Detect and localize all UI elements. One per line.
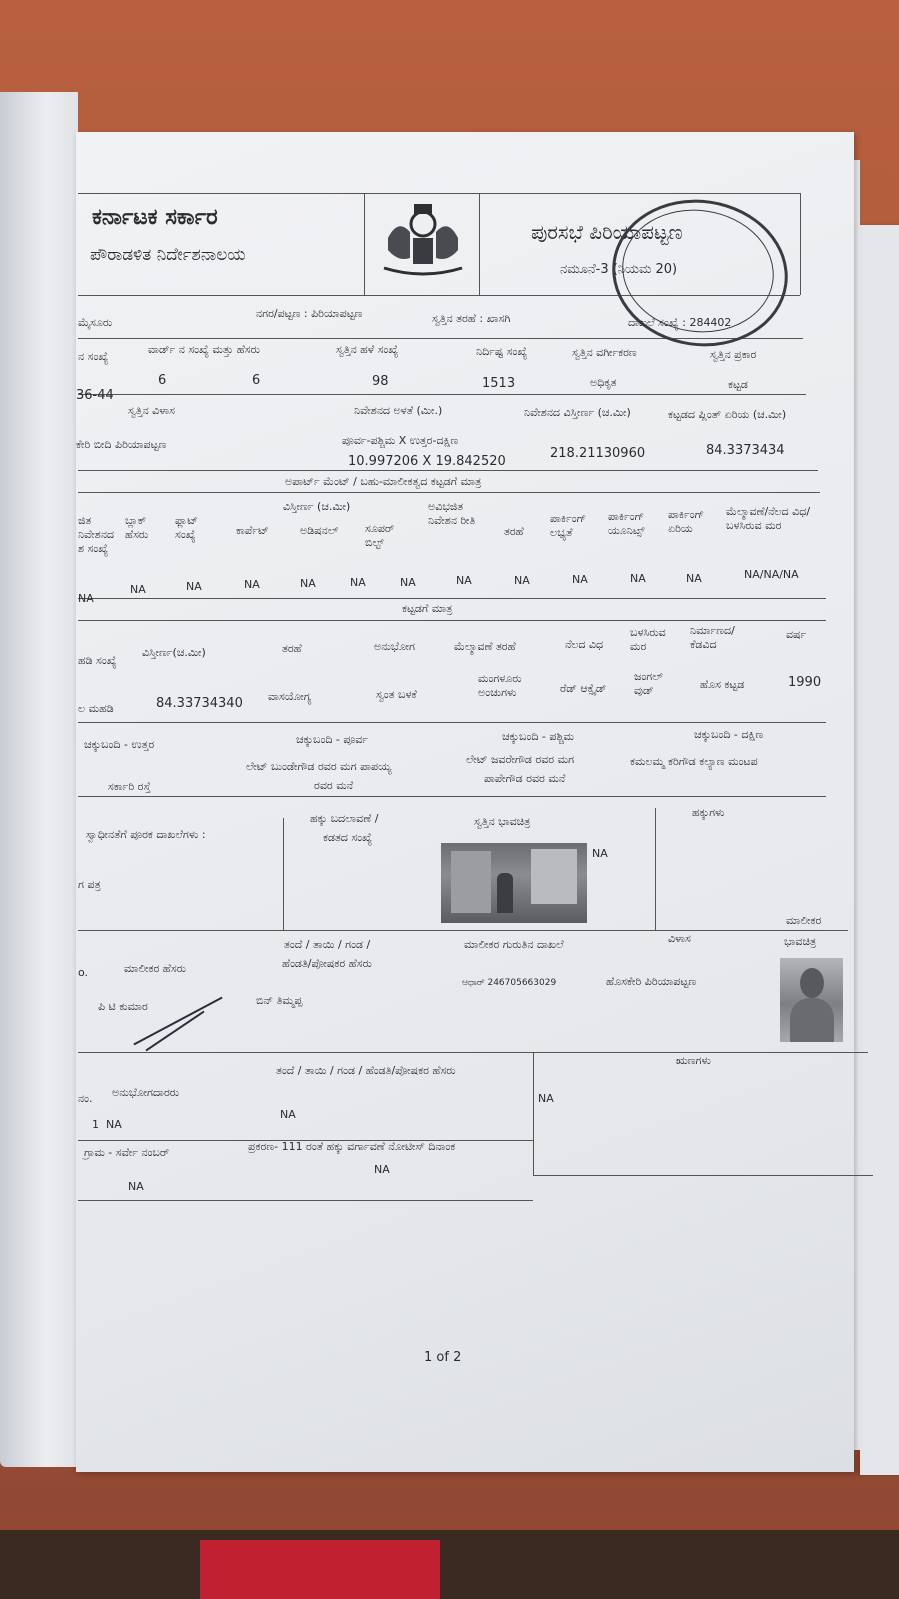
relation-label-1: ತಂದೆ / ತಾಯಿ / ಗಂಡ /	[284, 938, 371, 951]
owner-id: ಆಧಾರ್ 246705663029	[462, 978, 557, 988]
east-boundary-1: ಲೇಟ್ ಬುಂಡೇಗೌಡ ರವರ ಮಗ ಪಾಪಯ್ಯ	[246, 760, 392, 773]
docs-label: ಸ್ವಾಧೀನತೆಗೆ ಪೂರಕ ದಾಖಲೆಗಳು :	[86, 828, 206, 841]
owner-address: ಹೊಸಕೇರಿ ಪಿರಿಯಾಪಟ್ಟಣ	[606, 975, 697, 988]
photo-label: ಸ್ವತ್ತಿನ ಭಾವಚಿತ್ರ	[474, 815, 531, 828]
cell-value: NA	[244, 578, 260, 591]
occupant-relation: NA	[280, 1108, 296, 1121]
address-label: ಸ್ವತ್ತಿನ ವಿಳಾಸ	[128, 404, 175, 417]
property-address: ಕೇರಿ ಬೀದಿ ಪಿರಿಯಾಪಟ್ಟಣ	[76, 438, 167, 451]
town: ನಗರ/ಪಟ್ಟಣ : ಪಿರಿಯಾಪಟ್ಟಣ	[256, 307, 363, 320]
col-header: ಬಳಸಿರುವ ಮರ	[630, 626, 666, 653]
relation-label-2: ಹೆಂಡತಿ/ಪೋಷಕರ ಹೆಸರು	[282, 957, 372, 970]
state-emblem-icon	[378, 198, 468, 280]
letter-label: ಗ ಪತ್ರ	[78, 878, 101, 891]
col-header: ತರಹೆ	[282, 642, 302, 655]
cell-value: ಕಟ್ಟಡ	[728, 378, 748, 391]
col-header: ಅಡಿಷನಲ್	[300, 524, 339, 537]
apartment-title: ಅಪಾರ್ಟ್ ಮೆಂಟ್ / ಬಹು-ಮಾಲೀಕತ್ವದ ಕಟ್ಟಡಗೆ ಮಾತ್ರ	[285, 475, 482, 488]
rule	[479, 193, 480, 295]
cell-value: NA	[130, 583, 146, 596]
dims-value: 10.997206 X 19.842520	[348, 454, 506, 469]
south-label: ಚಕ್ಕುಬಂದಿ - ದಕ್ಷಿಣ	[694, 728, 764, 741]
cell-value: NA	[300, 577, 316, 590]
municipality-title: ಪುರಸಭೆ ಪಿರಿಯಾಪಟ್ಟಣ	[531, 220, 683, 244]
col-header: ನೆಲದ ವಿಧ	[565, 638, 604, 651]
occupant-row-no: 1	[92, 1118, 99, 1131]
west-label: ಚಕ್ಕುಬಂದಿ - ಪಶ್ಚಿಮ	[502, 730, 575, 743]
cell-value: NA	[572, 573, 588, 586]
liabilities-value: NA	[538, 1092, 554, 1105]
cell-value: 84.33734340	[156, 696, 243, 711]
building-title: ಕಟ್ಟಡಗೆ ಮಾತ್ರ	[402, 602, 453, 615]
col-header: ಸ್ವತ್ತಿನ ಹಳೆ ಸಂಖ್ಯೆ	[336, 343, 399, 356]
cell-value: NA	[514, 574, 530, 587]
col-header: ನಿರ್ದಿಷ್ಟ ಸಂಖ್ಯೆ	[476, 345, 528, 358]
rule	[78, 492, 820, 493]
rule	[533, 1175, 873, 1176]
south-boundary: ಕಮಲಮ್ಮ ಕರಿಗೌಡ ಕಲ್ಯಾಣ ಮಂಟಪ	[630, 755, 758, 768]
owner-relation: ಬಿನ್ ತಿಮ್ಮಪ್ಪ	[256, 994, 303, 1007]
north-boundary: ಸರ್ಕಾರಿ ರಸ್ತೆ	[108, 780, 151, 793]
col-header: ವಿಸ್ತೀರ್ಣ (ಚ.ಮೀ)	[283, 500, 351, 513]
rule	[78, 1200, 533, 1201]
rule	[78, 193, 800, 194]
col-header: ಸ್ವತ್ತಿನ ಪ್ರಕಾರ	[710, 348, 757, 361]
cell-value: ಅಧಿಕೃತ	[590, 376, 617, 389]
site-dims-label: ನಿವೇಶನದ ಅಳತೆ (ಮೀ.)	[354, 404, 443, 417]
cell-value: ಲ ಮಹಡಿ	[78, 702, 114, 715]
rule	[655, 808, 656, 930]
cell-value: ಮಂಗಳೂರು ಅಂಚುಗಳು	[478, 672, 522, 699]
cell-value: 36-44	[76, 388, 114, 403]
col-header: ಮೆಲ್ಮಾವಣೆ ತರಹೆ	[454, 640, 516, 653]
occupant-name: NA	[106, 1118, 122, 1131]
owner-name: ಪಿ ಟಿ ಕುಮಾರ	[98, 1000, 148, 1013]
rule	[283, 818, 284, 930]
cell-value: 6	[158, 373, 167, 388]
cell-value: ರೆಡ್ ಆಕ್ಸೈಡ್	[560, 682, 607, 695]
rule	[78, 722, 826, 723]
survey-label: ಗ್ರಾಮ - ಸರ್ವೇ ನಂಬರ್	[84, 1146, 170, 1159]
rule	[78, 1052, 868, 1053]
owner-photo-label-1: ಮಾಲೀಕರ	[786, 914, 822, 927]
cell-value: NA	[78, 592, 94, 605]
east-boundary-2: ರವರ ಮನೆ	[314, 779, 354, 792]
owner-photo	[780, 958, 843, 1042]
cell-value: ಹೊಸ ಕಟ್ಟಡ	[700, 678, 745, 691]
photo-person	[497, 873, 513, 913]
west-boundary-1: ಲೇಟ್ ಜವರೇಗೌಡ ರವರ ಮಗ	[466, 753, 575, 766]
notice-label: ಪ್ರಕರಣ- 111 ರಂತೆ ಹಕ್ಕು ವರ್ಗಾವಣೆ ನೋಟೀಸ್ ದಿನಾಂಕ	[248, 1140, 456, 1153]
cell-value: NA	[350, 576, 366, 589]
west-boundary-2: ಪಾಪೇಗೌಡ ರವರ ಮನೆ	[484, 772, 566, 785]
col-header: ಜಿತ ನಿವೇಶನದ ಶ ಸಂಖ್ಯೆ	[78, 514, 115, 555]
col-header: ಅನುಭೋಗ	[374, 640, 415, 653]
cell-value: ಸ್ವಂತ ಬಳಕೆ	[376, 688, 417, 701]
cell-value: NA	[456, 574, 472, 587]
rule	[78, 620, 826, 621]
col-header: ಕಾರ್ಪೆಟ್	[236, 524, 269, 537]
cell-value: 1513	[482, 376, 516, 391]
east-label: ಚಕ್ಕುಬಂದಿ - ಪೂರ್ವ	[296, 733, 369, 746]
col-header: ಪಾರ್ಕಿಂಗ್ ಏರಿಯ	[668, 508, 705, 535]
govt-title: ಕರ್ನಾಟಕ ಸರ್ಕಾರ	[92, 205, 218, 230]
rule	[533, 1052, 534, 1175]
cell-value: NA	[630, 572, 646, 585]
rights-label: ಹಕ್ಕುಗಳು	[692, 806, 725, 819]
col-header: ವಿಸ್ತೀರ್ಣ(ಚ.ಮೀ)	[142, 646, 206, 659]
liabilities-label: ಋಣಗಳು	[676, 1054, 711, 1067]
property-photo	[441, 843, 587, 923]
notice-value: NA	[374, 1163, 390, 1176]
page-number: 1 of 2	[424, 1350, 462, 1365]
transfer-label-1: ಹಕ್ಕು ಬದಲಾವಣೆ /	[310, 812, 379, 825]
north-label: ಚಕ್ಕುಬಂದಿ - ಉತ್ತರ	[84, 738, 155, 751]
col-header: ಪಾರ್ಕಿಂಗ್ ಯೂನಿಟ್ಸ್	[608, 510, 645, 537]
col-header: ವಾರ್ಡ್ ನ ಸಂಖ್ಯೆ ಮತ್ತು ಹೆಸರು	[148, 343, 260, 356]
col-header: ವರ್ಷ	[786, 628, 807, 641]
photo-door	[531, 849, 577, 904]
plinth-area-value: 84.3373434	[706, 443, 785, 458]
site-area-label: ನಿವೇಶನದ ವಿಸ್ತೀರ್ಣ (ಚ.ಮೀ)	[524, 406, 631, 419]
occupant-label: ಅನುಭೋಗದಾರರು	[112, 1086, 180, 1099]
cell-value: NA	[186, 580, 202, 593]
owner-body	[790, 998, 834, 1042]
col-header: ಮೆಲ್ಮಾವಣೆ/ನೆಲದ ವಿಧ/ಬಳಸಿರುವ ಮರ	[726, 505, 811, 532]
cell-value: 6	[252, 373, 261, 388]
rule	[78, 796, 826, 797]
col-header: ನಿರ್ಮಾಣದ/ ಕೆಡವಿದ	[690, 624, 735, 651]
owner-photo-label-2: ಭಾವಚಿತ್ರ	[784, 935, 817, 948]
rule	[800, 193, 801, 295]
col-header: ಫ್ಲಾಟ್ ಸಂಖ್ಯೆ	[175, 514, 199, 541]
cell-value: 1990	[788, 675, 822, 690]
col-header: ಸ್ವತ್ತಿನ ವರ್ಗೀಕರಣ	[572, 346, 637, 359]
owner-no-label: o.	[78, 966, 89, 979]
owner-name-label: ಮಾಲೀಕರ ಹೆಸರು	[124, 962, 187, 975]
cell-value: ಜಂಗಲ್ ವುಡ್	[634, 670, 663, 697]
col-header: ನ ಸಂಖ್ಯೆ	[78, 350, 109, 363]
record-number: ದಾಖಲೆ ಸಂಖ್ಯೆ : 284402	[628, 316, 732, 329]
owner-id-label: ಮಾಲೀಕರ ಗುರುತಿನ ದಾಖಲೆ	[464, 938, 564, 951]
col-header: ಬ್ಲಾಕ್ ಹೆಸರು	[125, 514, 149, 541]
form-number: ನಮೂನೆ-3 (ನಿಯಮ 20)	[560, 262, 678, 277]
district: ಮೈಸೂರು	[78, 316, 113, 329]
col-header: ಸೂಪರ್ ಬಿಲ್ಟ್	[365, 522, 395, 549]
survey-value: NA	[128, 1180, 144, 1193]
plinth-label: ಕಟ್ಟಡದ ಪ್ಲಿಂತ್ ಏರಿಯ (ಚ.ಮೀ)	[668, 408, 787, 421]
col-header: ತರಹೆ	[504, 525, 524, 538]
rights-value: NA	[592, 847, 608, 860]
occupant-no-label: ನಂ.	[78, 1092, 93, 1105]
rule	[78, 930, 848, 931]
property-type: ಸ್ವತ್ತಿನ ತರಹೆ : ಖಾಸಗಿ	[432, 312, 511, 325]
col-header: ಪಾರ್ಕಿಂಗ್ ಲಭ್ಯತೆ	[550, 512, 587, 539]
cell-value: NA	[686, 572, 702, 585]
col-header: ಅವಿಭಜಿತ ನಿವೇಶನ ರೀತಿ	[428, 500, 476, 527]
rule	[364, 193, 365, 295]
cell-value: NA/NA/NA	[744, 568, 799, 581]
site-area-value: 218.21130960	[550, 446, 646, 461]
dims-title: ಪೂರ್ವ-ಪಶ್ಚಿಮ X ಉತ್ತರ-ದಕ್ಷಿಣ	[342, 434, 459, 447]
photo-wall	[451, 851, 491, 913]
cell-value: 98	[372, 374, 389, 389]
occupant-relation-label: ತಂದೆ / ತಾಯಿ / ಗಂಡ / ಹೆಂಡತಿ/ಪೋಷಕರ ಹೆಸರು	[276, 1064, 456, 1077]
owner-address-label: ವಿಳಾಸ	[668, 932, 691, 945]
rule	[78, 394, 806, 395]
col-header: ಹಡಿ ಸಂಖ್ಯೆ	[78, 654, 117, 667]
rule	[78, 598, 826, 599]
transfer-label-2: ಕಡತದ ಸಂಖ್ಯೆ	[323, 831, 373, 844]
cell-value: NA	[400, 576, 416, 589]
cell-value: ವಾಸಯೋಗ್ಯ	[268, 690, 312, 703]
directorate-title: ಪೌರಾಡಳಿತ ನಿರ್ದೇಶನಾಲಯ	[90, 245, 246, 265]
owner-face	[800, 968, 824, 998]
